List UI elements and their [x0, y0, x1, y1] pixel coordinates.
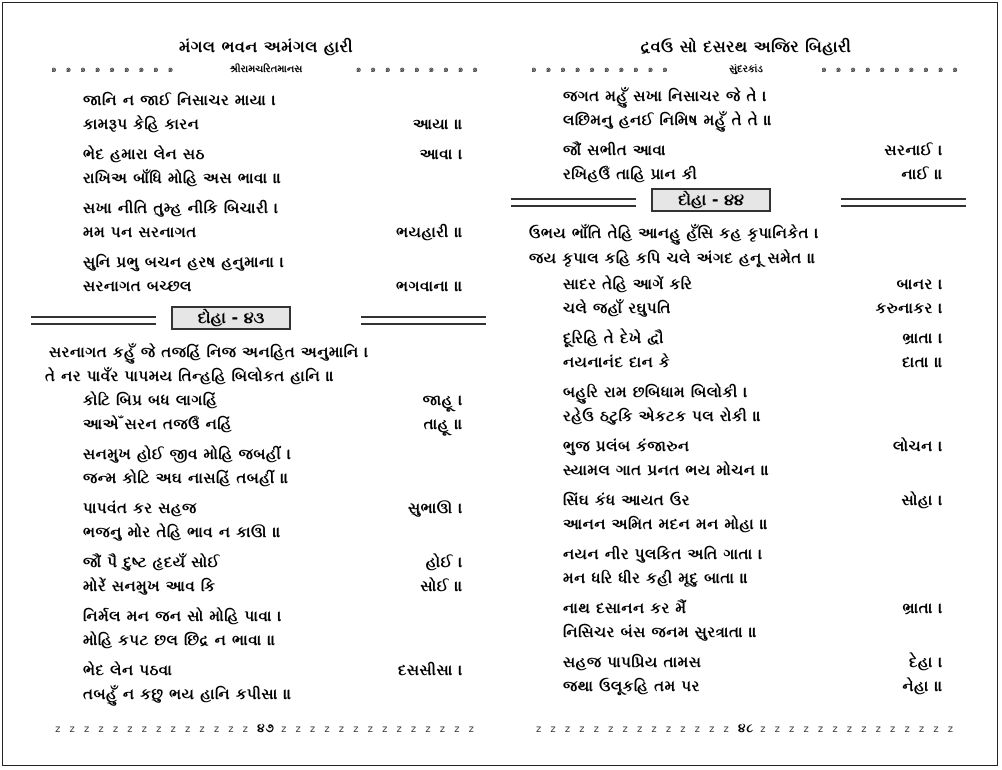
verse-line	[563, 434, 943, 458]
verse-line	[83, 682, 463, 706]
verse-text-end: લોચન ।	[893, 437, 943, 455]
verse-text: જન્મ કોટિ અઘ નાસહિં તબહીં ॥	[83, 469, 289, 487]
verse-line	[83, 412, 463, 436]
doha-heading	[511, 186, 966, 216]
verse-text: સ્યામલ ગાત પ્રનત ભય મોચન ॥	[563, 461, 770, 479]
verse-text-end: સોઈ ॥	[420, 577, 463, 595]
verse-line	[563, 162, 943, 186]
verse-line	[83, 220, 463, 244]
verse-text: ભુજ પ્રલંબ કંજારુન	[563, 437, 690, 455]
verse-text: ભેદ હમારા લેન સઠ	[83, 145, 205, 163]
verse-line	[83, 196, 463, 220]
page-footer	[531, 721, 961, 736]
verse-line	[563, 108, 943, 132]
verse-text: જગત મહુઁ સખા નિસાચર જે તે ।	[563, 87, 768, 105]
verse-line	[83, 142, 463, 166]
verse-line	[563, 350, 943, 374]
verse-text: નિર્મલ મન જન સો મોહિ પાવા ।	[83, 607, 283, 625]
verse-text: આએઁ સરન તજઉઁ નહિં	[83, 415, 232, 433]
verse-line	[563, 596, 943, 620]
verse-line	[83, 274, 463, 298]
ornament-icon: ๑ ๑ ๑ ๑ ๑ ๑ ๑ ๑ ๑	[355, 65, 481, 75]
ornament-icon: ๑ ๑ ๑ ๑ ๑ ๑ ๑ ๑ ๑	[51, 65, 177, 75]
verse-line	[563, 542, 943, 566]
verse-line	[563, 326, 943, 350]
book-subtitle-row	[51, 61, 481, 77]
verse-text: જૌં સભીત આવા	[563, 141, 666, 159]
verse-text: આનન અમિત મદન મન મોહા ॥	[563, 515, 769, 533]
verse-line	[563, 138, 943, 162]
book-title: શ્રીરામચરિતમાનસ	[229, 63, 303, 75]
verse-line	[83, 466, 463, 490]
verse-text-end: દેહા ।	[909, 653, 943, 671]
verse-line	[83, 112, 463, 136]
verse-text-end: ભ્રાતા ।	[902, 329, 943, 347]
verse-text: સાદર તેહિ આગેં કરિ	[563, 275, 693, 293]
verse-text: પાપવંત કર સહજ	[83, 499, 197, 517]
verse-text: નાથ દસાનન કર મૈં	[563, 599, 687, 617]
verse-line	[563, 458, 943, 482]
verse-line	[83, 604, 463, 628]
verse-text-end: હોઈ ।	[425, 553, 463, 571]
verse-text: મોહિ કપટ છલ છિદ્ર ન ભાવા ॥	[83, 631, 276, 649]
book-subtitle-row	[531, 61, 961, 77]
page-header: મંગલ ભવન અમંગલ હારી	[178, 37, 354, 56]
doha-line: જય કૃપાલ કહિ કપિ ચલે અંગદ હનૂ સમેત ॥	[529, 249, 816, 267]
verse-text: નિસિચર બંસ જનમ સુરત્રાતા ॥	[563, 623, 758, 641]
divider	[361, 316, 486, 325]
verse-text: કોટિ બિપ્ર બધ લાગહિં	[83, 391, 218, 409]
verse-line	[563, 84, 943, 108]
verse-text: લછિમનુ હનઈ નિમિષ મહુઁ તે તે ॥	[563, 111, 773, 129]
verse-line	[563, 620, 943, 644]
right-page	[531, 33, 961, 733]
verse-line	[83, 166, 463, 190]
doha-line: તે નર પાવઁર પાપમય તિન્હહિ બિલોકત હાનિ ॥	[45, 367, 335, 385]
verse-text: જથા ઉલૂકહિ તમ પર	[563, 677, 700, 695]
verse-text: મમ પન સરનાગત	[83, 223, 197, 241]
divider	[841, 198, 966, 207]
verse-text: સખા નીતિ તુમ્હ નીકિ બિચારી ।	[83, 199, 279, 217]
verse-text-end: બાનર ।	[896, 275, 943, 293]
verse-text: દૂરિહિ તે દેખે દ્વૌ	[563, 329, 664, 347]
footer-ornament: z z z z z z z z z z z z z z	[55, 724, 251, 735]
verse-text-end: તાહૂ ॥	[423, 415, 463, 433]
page-number: ૪૭	[257, 721, 275, 735]
verse-line	[563, 272, 943, 296]
verse-text-end: ભગવાના ॥	[396, 277, 463, 295]
verse-text: સનમુખ હોઈ જીવ મોહિ જબહીં ।	[83, 445, 292, 463]
verse-text: નયનાનંદ દાન કે	[563, 353, 671, 371]
verse-text-end: ભયહારી ॥	[396, 223, 463, 241]
doha-label: દોહા - ૪૪	[651, 188, 771, 212]
left-page	[45, 33, 481, 735]
verse-text: રાખિઅ બાઁધિ મોહિ અસ ભાવા ॥	[83, 169, 282, 187]
verse-text: મન ધરિ ધીર કહી મૃદુ બાતા ॥	[563, 569, 749, 587]
divider	[31, 316, 156, 325]
verse-line	[563, 488, 943, 512]
verse-line	[563, 404, 943, 428]
footer-ornament: z z z z z z z z z z z z z z	[535, 724, 732, 735]
book-title: સુંદરકાંડ	[729, 63, 763, 75]
verse-line	[83, 442, 463, 466]
verse-text: તબહુઁ ન કછુ ભય હાનિ કપીસા ॥	[83, 685, 292, 703]
verse-text: બહુરિ રામ છબિધામ બિલોકી ।	[563, 383, 748, 401]
verse-text: ચલે જહાઁ રઘુપતિ	[563, 299, 671, 317]
verse-text: સરનાગત બચ્છલ	[83, 277, 192, 295]
verse-text-end: આયા ॥	[412, 115, 463, 133]
page-number: ૪૮	[737, 721, 755, 735]
ornament-icon: ๑ ๑ ๑ ๑ ๑ ๑ ๑ ๑ ๑ ๑	[821, 65, 961, 75]
verse-text: કામરૂપ કેહિ કારન	[83, 115, 200, 133]
doha-label: દોહા - ૪૩	[171, 306, 291, 330]
verse-line	[563, 674, 943, 698]
verse-line	[563, 296, 943, 320]
footer-ornament: z z z z z z z z z z z z z z	[281, 724, 477, 735]
verse-text: જાનિ ન જાઈ નિસાચર માયા ।	[83, 91, 277, 109]
verse-text: મોરેં સનમુખ આવ કિ	[83, 577, 216, 595]
verse-text-end: નેહા ॥	[902, 677, 943, 695]
verse-text: જૌં પૈ દુષ્ટ હૃદયઁ સોઈ	[83, 553, 220, 571]
verse-text-end: સોહા ।	[901, 491, 943, 509]
verse-line	[563, 380, 943, 404]
doha-line: સરનાગત કહુઁ જે તજહિં નિજ અનહિત અનુમાનિ ।	[49, 343, 369, 361]
verse-text-end: નાઈ ॥	[901, 165, 943, 183]
verse-line	[83, 550, 463, 574]
verse-line	[83, 520, 463, 544]
divider	[511, 198, 636, 207]
verse-text: ભજનુ મોર તેહિ ભાવ ન કાઊ ॥	[83, 523, 282, 541]
verse-line	[83, 658, 463, 682]
verse-text: સિંઘ કંધ આયત ઉર	[563, 491, 690, 509]
verse-text: રહેઉ ઠટુકિ એકટક પલ રોકી ॥	[563, 407, 762, 425]
verse-text-end: કરુનાકર ।	[875, 299, 943, 317]
verse-line	[83, 88, 463, 112]
verse-text-end: દસસીસા ।	[397, 661, 463, 679]
verse-text: રખિહઉઁ તાહિ પ્રાન કી	[563, 165, 698, 183]
verse-text: ભેદ લેન પઠવા	[83, 661, 173, 679]
ornament-icon: ๑ ๑ ๑ ๑ ๑ ๑ ๑ ๑ ๑ ๑	[531, 65, 671, 75]
page-footer	[51, 721, 481, 736]
footer-ornament: z z z z z z z z z z z z z z	[760, 724, 957, 735]
verse-line	[83, 250, 463, 274]
verse-line	[563, 650, 943, 674]
doha-line: ઉભય ભાઁતિ તેહિ આનહુ હઁસિ કહ કૃપાનિકેત ।	[529, 224, 820, 242]
verse-text-end: સરનાઈ ।	[884, 141, 943, 159]
verse-text: સહજ પાપપ્રિય તામસ	[563, 653, 702, 671]
doha-heading	[31, 304, 486, 334]
verse-line	[83, 496, 463, 520]
verse-text: નયન નીર પુલકિત અતિ ગાતા ।	[563, 545, 763, 563]
verse-text: સુનિ પ્રભુ બચન હરષ હનુમાના ।	[83, 253, 285, 271]
verse-text-end: જાહૂ ।	[422, 391, 463, 409]
verse-line	[563, 566, 943, 590]
verse-text-end: સુભાઊ ।	[407, 499, 463, 517]
verse-line	[83, 388, 463, 412]
page-header: દ્રવઉ સો દસરથ અજિર બિહારી	[640, 37, 852, 56]
book-spread	[2, 2, 998, 766]
verse-line	[83, 574, 463, 598]
verse-text-end: દાતા ॥	[902, 353, 943, 371]
verse-text-end: ભ્રાતા ।	[902, 599, 943, 617]
verse-line	[83, 628, 463, 652]
verse-text-end: આવા ।	[419, 145, 463, 163]
verse-line	[563, 512, 943, 536]
